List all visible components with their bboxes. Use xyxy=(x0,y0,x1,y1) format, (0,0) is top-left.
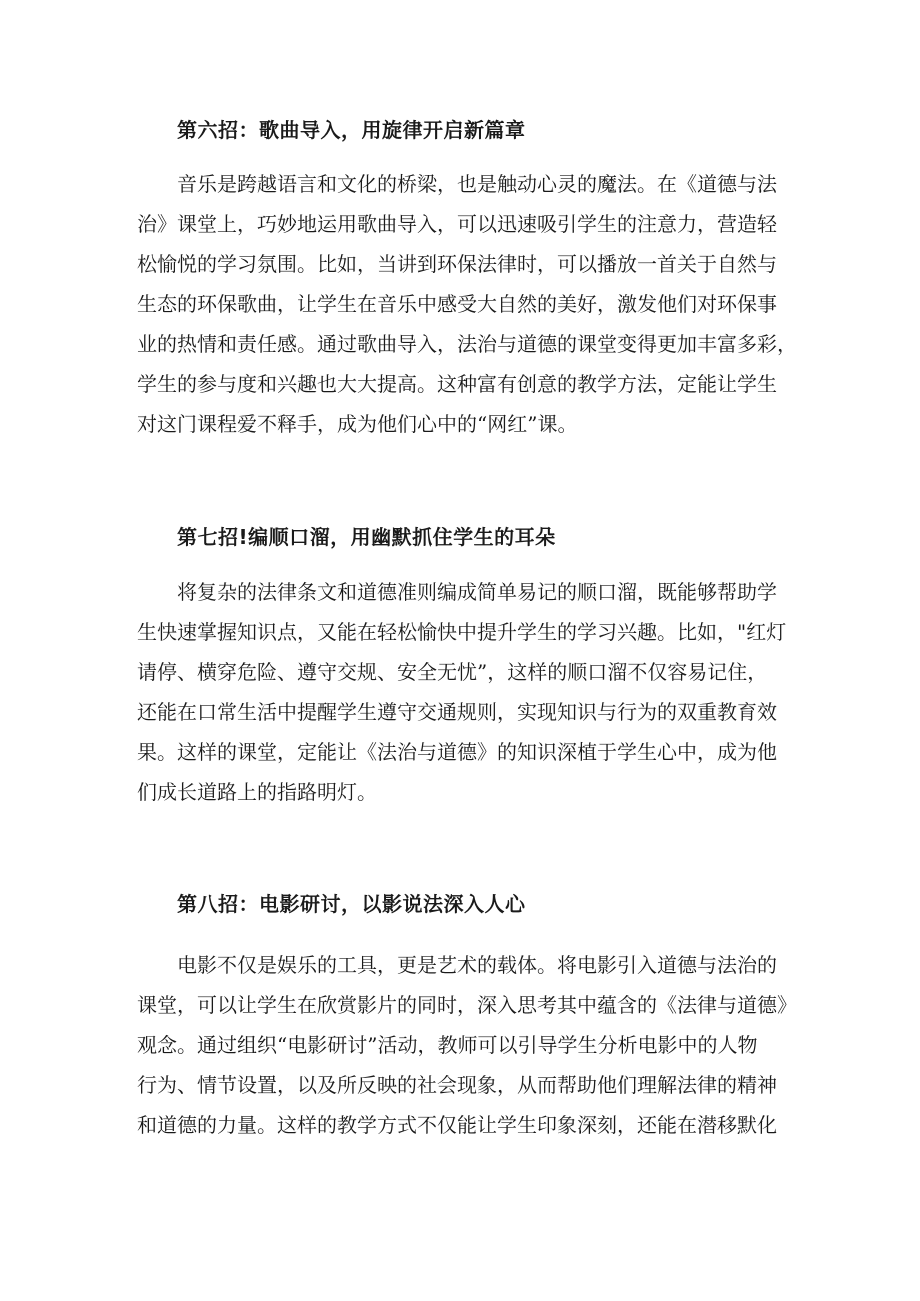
paragraph-line: 治》课堂上，巧妙地运用歌曲导入，可以迅速吸引学生的注意力，营造轻 xyxy=(137,212,777,236)
paragraph-line: 还能在口常生活中提醒学生遵守交通规则，实现知识与行为的双重教育效 xyxy=(137,700,777,724)
paragraph-line: 对这门课程爱不释手，成为他们心中的“网红”课。 xyxy=(137,412,578,436)
paragraph-line: 请停、横穿危险、遵守交规、安全无忧”，这样的顺口溜不仅容易记住， xyxy=(137,660,768,684)
paragraph-line: 生快速掌握知识点，又能在轻松愉快中提升学生的学习兴趣。比如，"红灯 xyxy=(137,620,787,644)
paragraph-line: 和道德的力量。这样的教学方式不仅能让学生印象深刻，还能在潜移默化 xyxy=(137,1113,777,1137)
section-paragraph-7 xyxy=(137,572,797,812)
paragraph-line: 观念。通过组织“电影研讨”活动，教师可以引导学生分析电影中的人物 xyxy=(137,1033,758,1057)
paragraph-line: 音乐是跨越语言和文化的桥梁，也是触动心灵的魔法。在《道德与法 xyxy=(177,172,777,196)
section-paragraph-6 xyxy=(137,164,797,444)
section-heading-7: 第七招!编顺口溜，用幽默抓住学生的耳朵 xyxy=(177,525,556,549)
paragraph-line: 松愉悦的学习氛围。比如，当讲到环保法律时，可以播放一首关于自然与 xyxy=(137,252,777,276)
section-paragraph-8 xyxy=(137,945,797,1145)
paragraph-line: 业的热情和责任感。通过歌曲导入，法治与道德的课堂变得更加丰富多彩， xyxy=(137,332,797,356)
section-heading-6: 第六招：歌曲导入，用旋律开启新篇章 xyxy=(177,118,526,142)
paragraph-line: 行为、情节设置，以及所反映的社会现象，从而帮助他们理解法律的精神 xyxy=(137,1073,777,1097)
paragraph-line: 电影不仅是娱乐的工具，更是艺术的载体。将电影引入道德与法治的 xyxy=(177,953,777,977)
paragraph-line: 生态的环保歌曲，让学生在音乐中感受大自然的美好，激发他们对环保事 xyxy=(137,292,777,316)
paragraph-line: 学生的参与度和兴趣也大大提高。这种富有创意的教学方法，定能让学生 xyxy=(137,372,777,396)
paragraph-line: 将复杂的法律条文和道德准则编成简单易记的顺口溜，既能够帮助学 xyxy=(177,580,777,604)
paragraph-line: 课堂，可以让学生在欣赏影片的同时，深入思考其中蕴含的《法律与道德》 xyxy=(137,993,797,1017)
section-heading-8: 第八招：电影研讨，以影说法深入人心 xyxy=(177,892,526,916)
paragraph-line: 果。这样的课堂，定能让《法治与道德》的知识深植于学生心中，成为他 xyxy=(137,740,777,764)
paragraph-line: 们成长道路上的指路明灯。 xyxy=(137,780,377,804)
